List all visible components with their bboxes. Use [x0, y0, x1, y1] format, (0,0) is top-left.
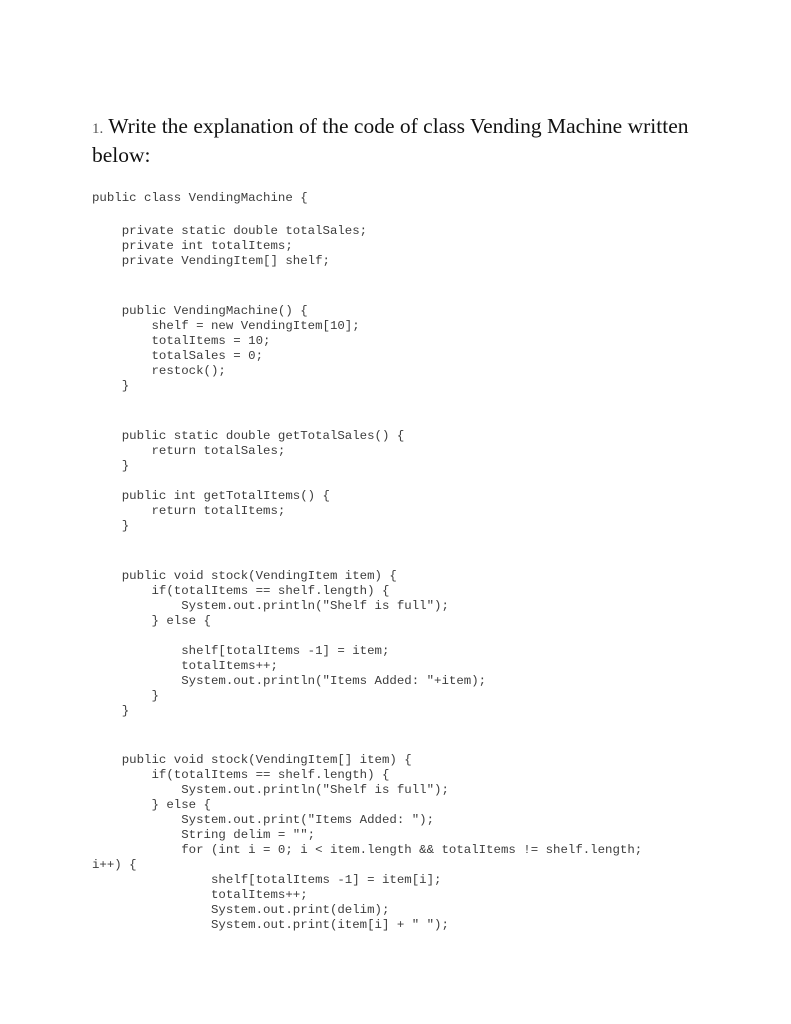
code-line: shelf = new VendingItem[10]; [92, 319, 360, 333]
code-line: } else { [92, 798, 211, 812]
code-line: i++) { [92, 858, 137, 872]
code-line: } [92, 704, 130, 718]
code-line: totalItems++; [92, 659, 278, 673]
code-line: } [92, 379, 130, 393]
code-line: private int totalItems; [92, 239, 293, 253]
code-line: } [92, 459, 130, 473]
code-line: for (int i = 0; i < item.length && totalItems != shelf.length; [92, 843, 643, 857]
code-line: public class VendingMachine { [92, 191, 308, 205]
code-line: if(totalItems == shelf.length) { [92, 768, 390, 782]
code-line: System.out.println("Shelf is full"); [92, 783, 449, 797]
question-number: 1. [92, 121, 104, 137]
code-line: private static double totalSales; [92, 224, 368, 238]
code-line: public void stock(VendingItem[] item) { [92, 753, 412, 767]
code-line: String delim = ""; [92, 828, 316, 842]
code-line: } else { [92, 614, 211, 628]
code-line: restock(); [92, 364, 226, 378]
code-line: System.out.print(item[i] + " "); [92, 918, 449, 932]
code-line: System.out.println("Items Added: "+item); [92, 674, 487, 688]
code-line: System.out.print(delim); [92, 903, 390, 917]
question-heading [92, 113, 732, 168]
code-line: shelf[totalItems -1] = item[i]; [92, 873, 442, 887]
code-line: } [92, 689, 159, 703]
code-line: if(totalItems == shelf.length) { [92, 584, 390, 598]
code-line: public void stock(VendingItem item) { [92, 569, 397, 583]
code-line: System.out.println("Shelf is full"); [92, 599, 449, 613]
code-line: } [92, 519, 130, 533]
code-line: totalItems = 10; [92, 334, 271, 348]
code-line: System.out.print("Items Added: "); [92, 813, 435, 827]
code-line: return totalSales; [92, 444, 286, 458]
question-text: Write the explanation of the code of class Vending Machine written below: [92, 114, 689, 167]
code-line: shelf[totalItems -1] = item; [92, 644, 390, 658]
code-line: return totalItems; [92, 504, 286, 518]
code-line: totalItems++; [92, 888, 308, 902]
code-line: private VendingItem[] shelf; [92, 254, 330, 268]
code-line: public static double getTotalSales() { [92, 429, 405, 443]
code-line: public VendingMachine() { [92, 304, 308, 318]
code-line: public int getTotalItems() { [92, 489, 330, 503]
code-line: totalSales = 0; [92, 349, 264, 363]
